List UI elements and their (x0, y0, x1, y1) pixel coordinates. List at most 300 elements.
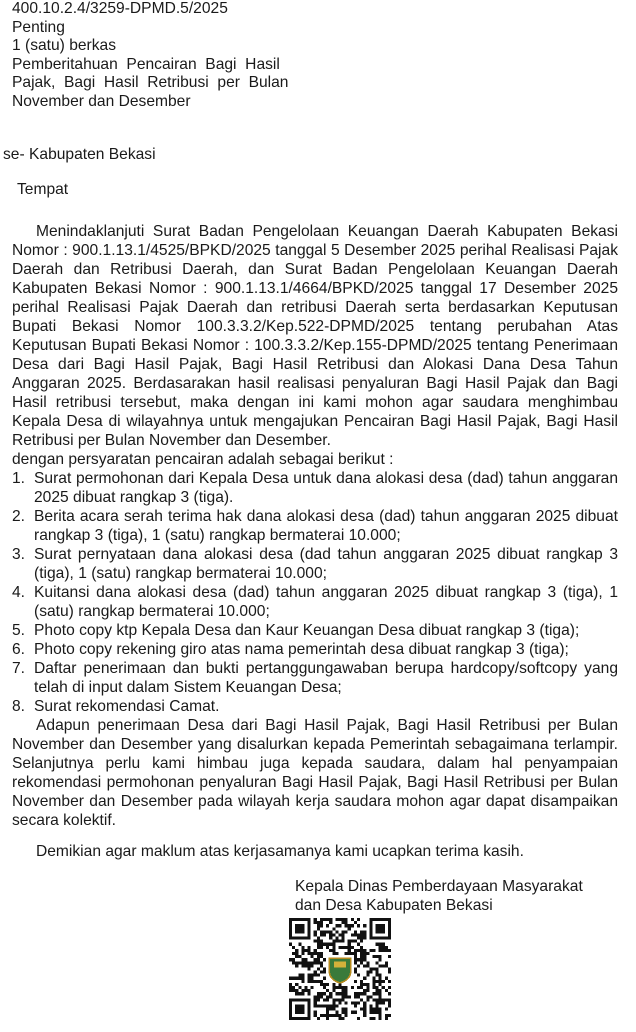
qr-module (345, 1014, 348, 1017)
qr-module (369, 1005, 372, 1008)
qr-module (366, 989, 369, 992)
qr-module (323, 1005, 326, 1008)
qr-module (304, 961, 307, 964)
qr-module (348, 940, 351, 943)
qr-module (314, 1001, 317, 1004)
qr-module (363, 1014, 366, 1017)
qr-module (379, 1017, 382, 1020)
qr-module (388, 980, 391, 983)
list-text: Kuitansi dana alokasi desa (dad) tahun anggaran 2025 dibuat rangkap 3 (tiga), 1 (satu) rangkap bermaterai 10.000; (34, 584, 618, 620)
qr-module (329, 933, 332, 936)
qr-module (298, 961, 301, 964)
qr-module (289, 986, 292, 989)
qr-module (360, 940, 363, 943)
qr-module (311, 952, 314, 955)
qr-module (354, 992, 357, 995)
qr-module (376, 998, 379, 1001)
qr-module (379, 955, 382, 958)
signature-block (295, 877, 615, 915)
qr-module (379, 992, 382, 995)
qr-module (314, 1014, 317, 1017)
qr-module (317, 1005, 320, 1008)
qr-module (357, 1017, 360, 1020)
qr-module (317, 927, 320, 930)
qr-module (354, 971, 357, 974)
qr-module (301, 949, 304, 952)
qr-module (360, 992, 363, 995)
qr-module (376, 943, 379, 946)
qr-module (335, 937, 338, 940)
qr-module (332, 1008, 335, 1011)
qr-module (379, 980, 382, 983)
qr-module (314, 958, 317, 961)
subject-line: November dan Desember (12, 92, 191, 110)
qr-module (379, 949, 382, 952)
qr-module (369, 995, 372, 998)
qr-module (317, 958, 320, 961)
qr-module (292, 989, 295, 992)
qr-module (298, 986, 301, 989)
qr-module (351, 952, 354, 955)
qr-module (326, 1008, 329, 1011)
qr-module (354, 958, 357, 961)
letter-body (12, 222, 618, 861)
qr-module (329, 1014, 332, 1017)
qr-module (342, 992, 345, 995)
qr-module (376, 1005, 379, 1008)
qr-module (348, 924, 351, 927)
qr-module (342, 1011, 345, 1014)
qr-module (332, 1005, 335, 1008)
qr-module (335, 1014, 338, 1017)
qr-module (379, 983, 382, 986)
qr-module (292, 977, 295, 980)
qr-module (289, 958, 292, 961)
qr-module (308, 961, 311, 964)
qr-module (376, 1011, 379, 1014)
qr-module (345, 924, 348, 927)
qr-module (314, 1011, 317, 1014)
qr-module (357, 937, 360, 940)
qr-module (338, 924, 341, 927)
list-number: 5. (12, 622, 26, 639)
qr-module (357, 986, 360, 989)
qr-module (320, 992, 323, 995)
qr-module (379, 1014, 382, 1017)
qr-module (317, 995, 320, 998)
qr-module (366, 961, 369, 964)
qr-module (357, 964, 360, 967)
qr-module (314, 974, 317, 977)
qr-module (338, 1017, 341, 1020)
qr-module (314, 918, 317, 921)
qr-module (298, 977, 301, 980)
qr-module (388, 992, 391, 995)
qr-module (308, 989, 311, 992)
list-number: 1. (12, 470, 26, 487)
qr-module (295, 983, 298, 986)
qr-module (363, 937, 366, 940)
qr-module (385, 964, 388, 967)
qr-module (335, 952, 338, 955)
qr-module (301, 946, 304, 949)
qr-module (292, 946, 295, 949)
qr-module (388, 1014, 391, 1017)
qr-module (354, 1011, 357, 1014)
qr-module (385, 977, 388, 980)
qr-module (323, 983, 326, 986)
qr-module (311, 964, 314, 967)
qr-module (360, 986, 363, 989)
qr-module (366, 998, 369, 1001)
qr-module (372, 1017, 375, 1020)
qr-module (385, 961, 388, 964)
qr-module (354, 949, 357, 952)
qr-module (335, 940, 338, 943)
qr-module (351, 946, 354, 949)
qr-module (317, 974, 320, 977)
list-item (12, 469, 618, 507)
qr-module (304, 986, 307, 989)
qr-module (372, 992, 375, 995)
qr-module (301, 961, 304, 964)
qr-module (326, 983, 329, 986)
qr-module (308, 967, 311, 970)
qr-module (369, 1017, 372, 1020)
qr-module (304, 949, 307, 952)
list-text: Surat pernyataan dana alokasi desa (dad tahun anggaran 2025 dibuat rangkap 3 (tiga), 1 (satu) rangkap bermaterai 10.000; (34, 546, 618, 582)
qr-module (332, 998, 335, 1001)
qr-module (298, 955, 301, 958)
qr-module (351, 986, 354, 989)
qr-module (345, 918, 348, 921)
qr-module (320, 964, 323, 967)
qr-module (323, 933, 326, 936)
qr-module (338, 998, 341, 1001)
qr-module (363, 983, 366, 986)
qr-module (376, 974, 379, 977)
qr-module (301, 977, 304, 980)
qr-module (289, 989, 292, 992)
qr-module (323, 986, 326, 989)
qr-module (332, 943, 335, 946)
qr-module (354, 940, 357, 943)
qr-module (363, 1011, 366, 1014)
qr-module (351, 918, 354, 921)
qr-module (335, 1005, 338, 1008)
qr-module (317, 924, 320, 927)
qr-module (360, 958, 363, 961)
qr-module (317, 921, 320, 924)
qr-module (385, 998, 388, 1001)
qr-module (357, 1001, 360, 1004)
qr-module (354, 961, 357, 964)
qr-module (372, 983, 375, 986)
qr-module (388, 949, 391, 952)
qr-module (323, 930, 326, 933)
qr-module (320, 940, 323, 943)
subject-line: Pemberitahuan Pencairan Bagi Hasil (12, 55, 280, 73)
qr-module (363, 964, 366, 967)
qr-module (298, 943, 301, 946)
qr-module (376, 961, 379, 964)
qr-module (379, 1001, 382, 1004)
qr-module (292, 958, 295, 961)
qr-module (388, 971, 391, 974)
list-item (12, 583, 618, 621)
qr-module (342, 989, 345, 992)
qr-module (308, 974, 311, 977)
qr-module (379, 989, 382, 992)
qr-module (382, 980, 385, 983)
list-number: 7. (12, 660, 26, 677)
requirements-intro: dengan persyaratan pencairan adalah sebagai berikut : (12, 451, 394, 468)
qr-module (314, 998, 317, 1001)
list-item (12, 545, 618, 583)
qr-module (329, 992, 332, 995)
list-number: 2. (12, 508, 26, 525)
list-item (12, 697, 618, 716)
qr-module (320, 921, 323, 924)
qr-module (360, 937, 363, 940)
qr-module (363, 955, 366, 958)
qr-module (372, 998, 375, 1001)
qr-module (308, 949, 311, 952)
qr-module (363, 1001, 366, 1004)
qr-module (329, 949, 332, 952)
qr-module (354, 1001, 357, 1004)
qr-module (317, 961, 320, 964)
qr-module (360, 949, 363, 952)
qr-module (289, 943, 292, 946)
qr-module (360, 952, 363, 955)
qr-module (351, 1011, 354, 1014)
qr-module (345, 1008, 348, 1011)
qr-module (348, 943, 351, 946)
qr-module (311, 955, 314, 958)
qr-module (369, 1011, 372, 1014)
qr-module (317, 955, 320, 958)
list-text: Berita acara serah terima hak dana alokasi desa (dad) tahun anggaran 2025 dibuat rangkap 3 (tiga), 1 (satu) rangkap bermaterai 10.000; (34, 508, 618, 544)
qr-module (363, 933, 366, 936)
qr-module (311, 974, 314, 977)
qr-module (320, 961, 323, 964)
qr-module (363, 949, 366, 952)
qr-module (323, 992, 326, 995)
qr-module (351, 933, 354, 936)
qr-module (314, 921, 317, 924)
qr-module (295, 955, 298, 958)
qr-module (338, 940, 341, 943)
qr-module (360, 955, 363, 958)
qr-module (317, 998, 320, 1001)
qr-module (320, 946, 323, 949)
qr-module (366, 971, 369, 974)
qr-module (345, 986, 348, 989)
qr-module (301, 952, 304, 955)
qr-module (363, 930, 366, 933)
qr-module (304, 958, 307, 961)
second-paragraph: Adapun penerimaan Desa dari Bagi Hasil Pajak, Bagi Hasil Retribusi per Bulan November dan Desember yang disalurkan kepada Pemerintah sebagaimana terlampir. Selanjutnya perlu kami himbau juga kepada saudara, dalam hal penyampaian rekomendasi permohonan penyaluran Bagi Hasil Pajak, Bagi Hasil Retribusi per Bulan November dan Desember pada wilayah kerja saudara mohon agar dapat disampaikan secara kolektif. (12, 717, 618, 829)
qr-module (323, 977, 326, 980)
qr-module (379, 946, 382, 949)
qr-module (360, 983, 363, 986)
qr-module (372, 967, 375, 970)
list-text: Surat rekomendasi Camat. (34, 698, 220, 715)
letter-subject (12, 56, 312, 112)
list-number: 4. (12, 584, 26, 601)
qr-module (379, 977, 382, 980)
qr-module (301, 964, 304, 967)
qr-module (335, 924, 338, 927)
qr-module (338, 946, 341, 949)
qr-module (317, 980, 320, 983)
qr-module (342, 986, 345, 989)
qr-module (363, 977, 366, 980)
qr-module (354, 980, 357, 983)
qr-module (326, 1005, 329, 1008)
qr-module (348, 927, 351, 930)
qr-module (351, 940, 354, 943)
list-number: 6. (12, 641, 26, 658)
qr-module (317, 943, 320, 946)
qr-module (314, 933, 317, 936)
qr-module (379, 995, 382, 998)
qr-module (357, 924, 360, 927)
qr-module (345, 952, 348, 955)
qr-module (320, 980, 323, 983)
letter-attachment: 1 (satu) berkas (12, 37, 117, 55)
qr-module (335, 992, 338, 995)
qr-module (301, 989, 304, 992)
qr-module (298, 974, 301, 977)
qr-module (298, 992, 301, 995)
qr-module (379, 1008, 382, 1011)
qr-module (329, 937, 332, 940)
qr-module (376, 986, 379, 989)
qr-module (382, 946, 385, 949)
qr-module (388, 998, 391, 1001)
qr-module (388, 955, 391, 958)
qr-module (348, 949, 351, 952)
qr-module (326, 1011, 329, 1014)
qr-module (357, 974, 360, 977)
qr-module (342, 995, 345, 998)
qr-module (360, 1008, 363, 1011)
qr-module (301, 974, 304, 977)
qr-module (326, 930, 329, 933)
qr-module (289, 977, 292, 980)
qr-module (342, 1017, 345, 1020)
qr-module (379, 974, 382, 977)
qr-module (314, 952, 317, 955)
qr-module (320, 943, 323, 946)
qr-module (304, 989, 307, 992)
qr-module (332, 933, 335, 936)
qr-module (317, 952, 320, 955)
qr-module (320, 1014, 323, 1017)
qr-module (357, 992, 360, 995)
qr-module (372, 949, 375, 952)
qr-module (342, 946, 345, 949)
qr-module (308, 952, 311, 955)
qr-module (385, 946, 388, 949)
qr-module (379, 943, 382, 946)
qr-module (332, 989, 335, 992)
qr-module (382, 964, 385, 967)
qr-module (372, 977, 375, 980)
qr-module (317, 946, 320, 949)
qr-module (342, 918, 345, 921)
qr-module (295, 964, 298, 967)
qr-module (351, 1001, 354, 1004)
list-item (12, 621, 618, 640)
qr-module (379, 1011, 382, 1014)
qr-module (326, 924, 329, 927)
qr-module (320, 933, 323, 936)
qr-module (332, 946, 335, 949)
qr-module (332, 949, 335, 952)
qr-module (379, 958, 382, 961)
qr-module (320, 924, 323, 927)
qr-module (360, 980, 363, 983)
qr-module (363, 952, 366, 955)
recipient: se- Kabupaten Bekasi (3, 146, 156, 163)
qr-module (366, 995, 369, 998)
qr-module (382, 986, 385, 989)
qr-module (332, 952, 335, 955)
qr-module (308, 980, 311, 983)
qr-module (301, 958, 304, 961)
qr-module (342, 998, 345, 1001)
qr-module (332, 1001, 335, 1004)
signature-line-2: dan Desa Kabupaten Bekasi (295, 897, 493, 914)
qr-module (354, 930, 357, 933)
qr-module (360, 998, 363, 1001)
qr-module (323, 998, 326, 1001)
qr-module (326, 918, 329, 921)
qr-module (369, 1008, 372, 1011)
qr-module (311, 961, 314, 964)
qr-module (372, 955, 375, 958)
qr-module (338, 933, 341, 936)
qr-module (363, 989, 366, 992)
qr-module (379, 998, 382, 1001)
qr-module (335, 1011, 338, 1014)
qr-module (317, 992, 320, 995)
qr-module (320, 952, 323, 955)
qr-module (332, 983, 335, 986)
qr-module (363, 924, 366, 927)
qr-module (354, 933, 357, 936)
qr-module (382, 998, 385, 1001)
qr-module (326, 946, 329, 949)
closing-paragraph: Demikian agar maklum atas kerjasamanya kami ucapkan terima kasih. (36, 843, 524, 860)
qr-module (363, 1008, 366, 1011)
qr-module (354, 955, 357, 958)
qr-module (366, 964, 369, 967)
qr-module (379, 964, 382, 967)
qr-module (342, 937, 345, 940)
requirements-list (12, 469, 618, 716)
qr-module (335, 998, 338, 1001)
qr-module (314, 961, 317, 964)
qr-module (317, 1017, 320, 1020)
qr-module (382, 949, 385, 952)
qr-module (382, 943, 385, 946)
subject-line: Pajak, Bagi Hasil Retribusi per Bulan (12, 74, 289, 92)
letter-number: 400.10.2.4/3259-DPMD.5/2025 (12, 0, 228, 17)
